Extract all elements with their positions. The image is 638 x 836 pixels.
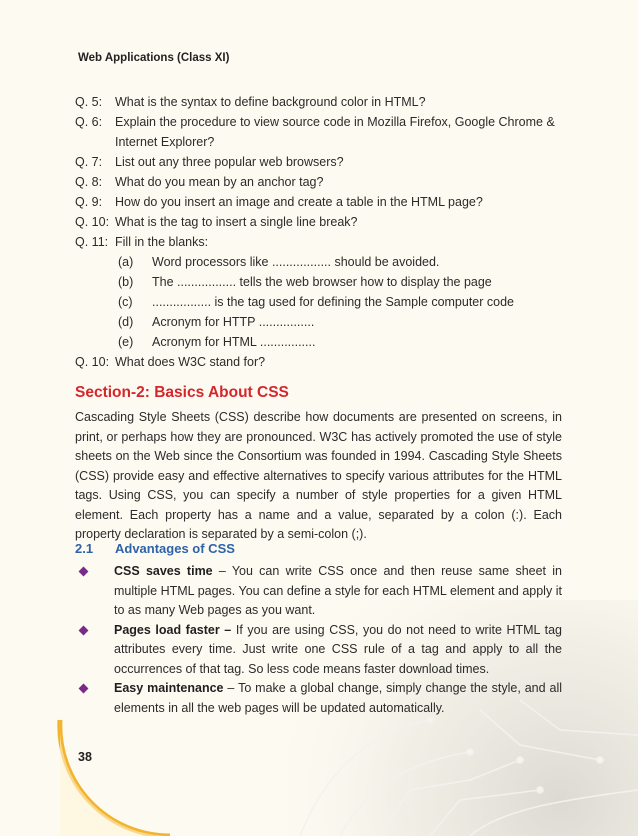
question-item [75, 112, 565, 152]
section-title: Section-2: Basics About CSS [75, 384, 289, 401]
question-item [75, 232, 565, 252]
question-text: List out any three popular web browsers? [115, 155, 344, 169]
question-item [75, 92, 565, 112]
bullet-term: Pages load faster – [114, 622, 232, 637]
question-text: What is the tag to insert a single line break? [115, 215, 358, 229]
diamond-bullet-icon [75, 621, 114, 680]
question-text: What does W3C stand for? [115, 355, 266, 369]
question-text: Explain the procedure to view source code in Mozilla Firefox, Google Chrome & Internet Explorer? [115, 115, 555, 149]
bullet-item [75, 679, 562, 718]
question-item [75, 172, 565, 192]
bullet-item [75, 621, 562, 680]
bullet-text: To make a global change, simply change the style, and all elements in all the web pages will be updated automatically. [114, 681, 563, 715]
bullet-text: If you are using CSS, you do not need to write HTML tag attributes every time. Just write one CSS rule of a tag and apply to all the occurrences of that tag. So less code means faster download times. [114, 622, 562, 676]
running-header: Web Applications (Class XI) [78, 52, 230, 64]
blank-label: (e) [118, 335, 134, 349]
question-item [75, 352, 565, 372]
diamond-bullet-icon [75, 679, 114, 718]
question-text: Fill in the blanks: [115, 235, 209, 249]
question-number: Q. 8: [75, 175, 103, 189]
blank-item [75, 332, 565, 352]
question-text: What is the syntax to define background color in HTML? [115, 95, 426, 109]
subsection-heading [75, 541, 235, 556]
blank-label: (c) [118, 295, 133, 309]
bullet-term: Easy maintenance [114, 681, 224, 695]
blank-text: ................. is the tag used for defining the Sample computer code [152, 295, 514, 309]
question-item [75, 152, 565, 172]
blank-text: Acronym for HTTP ................ [152, 315, 315, 329]
question-text: How do you insert an image and create a table in the HTML page? [115, 195, 483, 209]
question-number: Q. 6: [75, 115, 103, 129]
question-list [75, 92, 565, 372]
question-number: Q. 11: [75, 235, 109, 249]
diamond-bullet-icon [75, 562, 114, 621]
bullet-body [114, 621, 562, 680]
bullet-separator: – [212, 564, 232, 578]
blank-text: Acronym for HTML ................ [152, 335, 316, 349]
question-item [75, 212, 565, 232]
blank-item [75, 312, 565, 332]
subsection-number: 2.1 [75, 541, 94, 556]
question-item [75, 192, 565, 212]
bullet-item [75, 562, 562, 621]
question-number: Q. 7: [75, 155, 103, 169]
question-number: Q. 9: [75, 195, 103, 209]
bullet-body [114, 562, 562, 621]
blank-label: (b) [118, 275, 134, 289]
blank-label: (d) [118, 315, 134, 329]
blank-item [75, 272, 565, 292]
question-text: What do you mean by an anchor tag? [115, 175, 324, 189]
subsection-title: Advantages of CSS [115, 541, 235, 556]
question-number: Q. 10: [75, 215, 110, 229]
section-intro-paragraph: Cascading Style Sheets (CSS) describe how documents are presented on screens, in print, or perhaps how they are pronounced. W3C has actively promoted the use of style sheets on the Web since the Consortium was founded in 1994. Cascading Style Sheets (CSS) provide easy and effective alternatives to specify various attributes for the HTML tags. Using CSS, you can specify a number of style properties for a given HTML element. Each property has a name and a value, separated by a colon (:). Each property declaration is separated by a semi-colon (;). [75, 410, 562, 541]
page-number: 38 [78, 750, 92, 764]
question-number: Q. 10: [75, 355, 110, 369]
blank-text: The ................. tells the web browser how to display the page [152, 275, 492, 289]
blank-text: Word processors like ................. should be avoided. [152, 255, 440, 269]
blank-item [75, 252, 565, 272]
advantages-list [75, 562, 562, 718]
bullet-separator: – [223, 681, 239, 695]
bullet-text: You can write CSS once and then reuse same sheet in multiple HTML pages. You can define a style for each HTML element and apply it to as many Web pages as you want. [114, 564, 562, 617]
question-number: Q. 5: [75, 95, 103, 109]
blank-item [75, 292, 565, 312]
bullet-body [114, 679, 562, 718]
blank-label: (a) [118, 255, 134, 269]
bullet-term: CSS saves time [114, 564, 213, 578]
